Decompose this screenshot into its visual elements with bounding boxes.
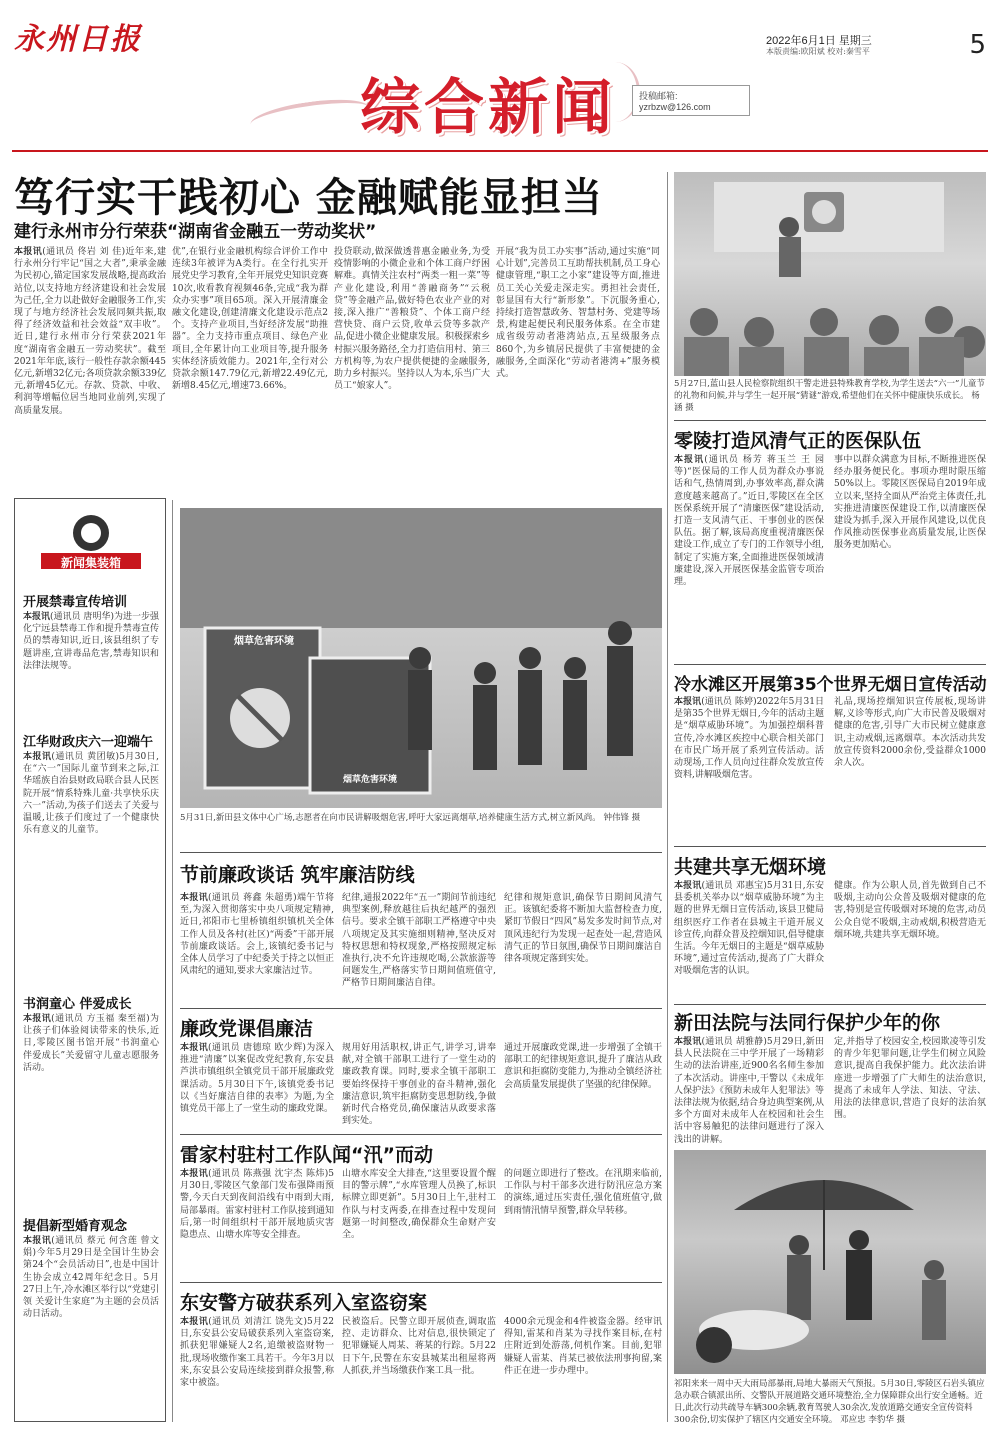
newspaper-logo: 永州日报 bbox=[14, 22, 142, 57]
medical-column-1: 本报讯(通讯员 杨芳 蒋玉兰 王 园等)“医保局的工作人员为群众办事说话和气,热情周到,办事效率高,群众满意度越来越高了。”近日,零陵区在全区医保系统开展了“清廉医保”建设活动,打造一支风清气正、干事创业的医保队伍。据了解,该局高度重视清廉医保建设工作,成立了专门的工作领导小组,制定了实施方案,全面推进医保领域清廉建设,深入开展医保基金监管专项治理。 bbox=[674, 455, 824, 588]
divider bbox=[180, 1008, 662, 1009]
editor-credits: 本版责编:欧阳斌 校对:秦雪平 bbox=[766, 47, 870, 56]
medical-column-2: 事中以群众满意为目标,不断推进医保经办服务便民化。事项办理时限压缩50%以上。零陵区医保局自2019年成立以来,坚持全面从严治党主体责任,扎实推进清廉医保建设工作,以清廉医保建设为抓手,深入开展作风建设,以优良作风推动医保事业高质量发展,让医保服务更加贴心。 bbox=[834, 455, 986, 551]
section-banner bbox=[250, 52, 750, 148]
page-number: 5 bbox=[969, 30, 986, 60]
anti-smoking-event-caption: 5月31日,新田县文体中心广场,志愿者在向市民讲解吸烟危害,呼吁大家远离烟草,培养健康生活方式,树立新风尚。 钟伟锋 摄 bbox=[180, 813, 641, 823]
no-smoke-headline: 共建共享无烟环境 bbox=[674, 856, 827, 878]
integrity-headline: 节前廉政谈话 筑牢廉洁防线 bbox=[180, 864, 415, 886]
burglary-column-1: 本报讯(通讯员 刘清江 饶先文)5月22日,东安县公安局破获系列入室盗窃案,抓获犯罪嫌疑人2名,追缴被盗财物一批,现场收缴作案工具若干。今年3月以来,东安县公安局连续接到群众报警,称家中被盗。 bbox=[180, 1317, 334, 1389]
court-headline: 新田法院与法同行保护少年的你 bbox=[674, 1012, 941, 1034]
sidebar-item-body: 本报讯(通讯员 方玉福 秦至福)为让孩子们体验阅读带来的快乐,近日,零陵区图书馆开展“书润童心 伴爱成长”关爱留守儿童志愿服务活动。 bbox=[23, 1014, 159, 1073]
classroom-scene bbox=[674, 172, 986, 376]
traffic-patrol-caption: 祁阳来来一周中天大雨局部暴雨,局地大暴雨天气预报。5月30日,零陵区石岩头镇应急办联合镇派出所、交警队开展道路交通环境整治,全力保障群众出行安全通畅。近日,此次行动共疏导车辆300余辆,教育驾驶人30余次,发放道路交通安全宣传资料300余份,切实保护了辖区内交通安全环境。 邓应忠 李豹华 摄 bbox=[674, 1379, 985, 1425]
news-container-sidebar bbox=[14, 498, 166, 1422]
sidebar-item-title: 提倡新型婚育观念 bbox=[23, 1219, 128, 1234]
smoke-day-headline: 冷水滩区开展第35个世界无烟日宣传活动 bbox=[674, 675, 987, 695]
school-visit-photo bbox=[674, 172, 986, 376]
lead-column-2: 优”,在银行业金融机构综合评价工作中连续3年被评为A类行。在全行扎实开展党史学习教育,全年开展党史知识竞赛10次,收看教育视频46条,完成“我为群众办实事”项目65项。深入开展清廉金融文化建设,创建清廉文化建设示范点2个。支持产业项目,当好经济发展“助推器”。全力支持市重点项目、绿色产业项目,全年累计向工业项目等,提升服务实体经济质效能力。2021年,全行对公贷款余额147.79亿元,新增22.49亿元,新增8.45亿元,增速73.66%。 bbox=[172, 247, 328, 392]
rainy-street-scene bbox=[674, 1150, 986, 1374]
poster-left-title: 烟草危害环境 bbox=[234, 636, 294, 647]
flood-column-1: 本报讯(通讯员 陈燕强 沈宇杰 陈炜)5月30日,零陵区气象部门发布强降雨预警,今天白天到夜间沿线有中雨到大雨,局部暴雨。雷家村驻村工作队接到通知后,第一时间组织村干部开展地质灾害隐患点、山塘水库等安全排查。 bbox=[180, 1169, 334, 1241]
column-separator bbox=[667, 172, 668, 1422]
poster-right-title: 烟草危害环境 bbox=[342, 775, 397, 785]
smoke-day-column-1: 本报讯(通讯员 陈婷)2022年5月31日是第35个世界无烟日,今年的活动主题是“烟草威胁环境”。为加强控烟科普宣传,冷水滩区疾控中心联合相关部门在市民广场开展了系列宣传活动。活动现场,工作人员向过往群众发放宣传资料,讲解吸烟危害。 bbox=[674, 697, 824, 781]
party-class-column-1: 本报讯(通讯员 唐德琼 欧少辉)为深入推进“清廉”以案促改党纪教育,东安县芦洪市镇组织全镇党员干部开展廉政党课活动。5月30日下午,该镇党委书记以《当好廉洁自律的表率》为题,为全镇党员干部上了一堂生动的廉政党课。 bbox=[180, 1043, 334, 1115]
sidebar-item-title: 书润童心 伴爱成长 bbox=[23, 997, 132, 1012]
divider bbox=[674, 1004, 986, 1005]
smoke-day-column-2: 礼品,现场控烟知识宣传展板,现场讲解,义诊等形式,向广大市民普及吸烟对健康的危害,引导广大市民树立健康意识,主动戒烟,远离烟草。本次活动共发放宣传资料2000余份,受益群众1000余人次。 bbox=[834, 697, 986, 769]
flood-column-3: 的问题立即进行了整改。在汛期来临前,工作队与村干部多次进行防汛应急方案的演练,通过压实责任,强化值班值守,做到雨情汛情早预警,群众早转移。 bbox=[504, 1169, 662, 1216]
court-column-2: 定,并指导了校园安全,校园欺凌等引发的青少年犯罪问题,让学生们树立风险意识,提高自我保护能力。此次法治讲座进一步增强了广大师生的法治意识,提高了未成年人学法、知法、守法、用法的法律意识,营造了良好的法治氛围。 bbox=[834, 1037, 986, 1121]
sidebar-item-body: 本报讯(通讯员 蔡元 何含莲 曾文娟)今年5月29日是全国计生协会第24个“会员活动日”,也是中国计生协会成立42周年纪念日。5月27日上午,冷水滩区举行以“党建引领 关爱计生家庭”为主题的会员活动日活动。 bbox=[23, 1236, 159, 1320]
integrity-column-3: 纪律和规矩意识,确保节日期间风清气正。该镇纪委将不断加大监督检查力度,紧盯节假日“四风”易发多发时间节点,对顶风违纪行为发现一起查处一起,营造风清气正的节日氛围,确保节日期间廉洁自律各项规定落到实处。 bbox=[504, 893, 662, 965]
flood-column-2: 山塘水库安全大排查,“这里要设置个醒目的警示牌”,“水库管理人员换了,标识标牌立即更新”。5月30日上午,驻村工作队与村支两委,在排查过程中发现问题第一时间整改,确保群众生命财产安全。 bbox=[342, 1169, 496, 1241]
integrity-column-1: 本报讯(通讯员 蒋鑫 朱超勇)端午节将至,为深入贯彻落实中央八项规定精神,近日,祁阳市七里桥镇组织镇机关全体工作人员及各村(社区)“两委”干部开展节前廉政谈话。会上,该镇纪委书记与全体人员学习了中纪委关于持之以恒正风肃纪的通知,要求大家廉洁过节。 bbox=[180, 893, 334, 977]
sidebar-item-title: 开展禁毒宣传培训 bbox=[23, 595, 128, 610]
burglary-headline: 东安警方破获系列入室盗窃案 bbox=[180, 1292, 428, 1314]
divider bbox=[674, 664, 986, 665]
divider bbox=[674, 846, 986, 847]
traffic-patrol-photo bbox=[674, 1150, 986, 1374]
integrity-column-2: 纪律,通报2022年“五一”期间节前违纪典型案例,释放越往后执纪越严的强烈信号。要求全镇干部职工严格遵守中央八项规定及其实施细则精神,坚决反对特权思想和特权现象,严格按照规定标准执行,决不允许违规吃喝,公款旅游等问题发生,严格落实节日期间值班值守,严格节日期间廉洁自律。 bbox=[342, 893, 496, 989]
school-visit-caption: 5月27日,蓝山县人民检察院组织干警走进县特殊教育学校,为学生送去“六一”儿童节的礼物和问候,并与学生一起开展“猜谜”游戏,希望他们在关怀中健康快乐成长。 杨涵 摄 bbox=[674, 379, 985, 413]
sidebar-item-body: 本报讯(通讯员 唐明华)为进一步强化宁远县禁毒工作和提升禁毒宣传员的禁毒知识,近日,该县组织了专题讲座,宣讲毒品危害,禁毒知识和法律法规等。 bbox=[23, 612, 159, 671]
anti-smoking-event-photo bbox=[180, 508, 662, 808]
sidebar-item-title: 江华财政庆六一迎端午 bbox=[23, 735, 154, 750]
burglary-column-3: 4000余元现金和4件被盗金器。经审讯得知,雷某和肖某为寻找作案目标,在村庄附近到处游荡,伺机作案。目前,犯罪嫌疑人雷某、肖某已被依法刑事拘留,案件正在进一步办理中。 bbox=[504, 1317, 662, 1376]
no-smoke-column-2: 健康。作为公职人员,首先做到自己不吸烟,主动向公众普及吸烟对健康的危害,特别是宣传吸烟对环境的危害,动员公众自觉不吸烟,主动戒烟,积极营造无烟环境,共建共享无烟环境。 bbox=[834, 881, 986, 940]
divider bbox=[180, 852, 662, 853]
medical-headline: 零陵打造风清气正的医保队伍 bbox=[674, 430, 922, 452]
header-divider bbox=[12, 150, 988, 152]
lead-column-4: 开展“我为员工办实事”活动,通过实施“同心计划”,完善员工互助帮扶机制,员工身心健康管理,“职工之小家”建设等方面,推进员工关心关爱走深走实。勇担社会责任,彰显国有大行“新形象”。下沉服务重心,持续打造智慧政务、智慧村务、党建等场景,构建起便民利民服务体系。在全市建成省级劳动者港湾站点,五星级服务点860个,为乡镇居民提供了丰富便捷的金融服务,全面深化“劳动者港湾+”服务模式。 bbox=[496, 247, 660, 380]
lead-subhead: 建行永州市分行荣获“湖南省金融五一劳动奖状” bbox=[14, 222, 377, 242]
column-separator bbox=[172, 500, 173, 1422]
lead-column-1: 本报讯(通讯员 佟岩 刘 佳)近年来,建行永州分行牢记“国之大者”,秉承金融为民初心,锚定国家发展战略,提高政治站位,以支持地方经济建设和社会发展为己任,全力以赴做好金融服务工作,实现了与地方经济社会发展同频共振,取得了经济效益和社会效益“双丰收”。近日,建行永州市分行荣获2021年度“湖南省金融五一劳动奖状”。截至2021年年底,该行一般性存款余额445亿元,新增32亿元;各项贷款余额339亿元,新增45亿元。存款、贷款、中收、利润等增幅位居当地同业前列,实现了高质量发展。 bbox=[14, 247, 166, 416]
decorative-swoosh bbox=[249, 94, 372, 138]
sidebar-item-body: 本报讯(通讯员 黄团敏)5月30日,在“六一”国际儿童节到来之际,江华瑶族自治县财政局联合县人民医院开展“情系特殊儿童·共享快乐庆六一”活动,为孩子们送去了关爱与温暖,让孩子们度过了一个健康快乐有意义的儿童节。 bbox=[23, 752, 159, 836]
sidebar-title: 新闻集装箱 bbox=[60, 556, 121, 570]
square-scene bbox=[180, 508, 662, 808]
divider bbox=[180, 1134, 662, 1135]
party-class-column-2: 规用好用活职权,讲正气,讲学习,讲奉献,对全镇干部职工进行了一堂生动的廉政教育课。同时,要求全镇干部职工要始终保持干事创业的奋斗精神,强化廉洁意识,筑牢拒腐防变思想防线,争做新时代合格党员,确保廉洁从政要求落到实处。 bbox=[342, 1043, 496, 1127]
flood-headline: 雷家村驻村工作队闻“汛”而动 bbox=[180, 1144, 433, 1166]
lead-column-3: 投贷联动,做深做透普惠金融业务,为受疫情影响的小微企业和个体工商户纾困解难。真情关注农村“两类一粗一菜”等产业化建设,利用“善融商务”“云税贷”等金融产品,做好特色农业产业的对接,深入推广“善粮贷”、个体工商户经营快贷、商户云贷,收单云贷等多款产品,促进小微企业健康发展。积极探索乡村振兴服务路径,全力打造信用村、第三方机构等,为农户提供便捷的金融服务,助力乡村振兴。坚持以人为本,乐当广大员工“娘家人”。 bbox=[334, 247, 490, 392]
lead-headline: 笃行实干践初心 金融赋能显担当 bbox=[14, 175, 603, 221]
no-smoke-column-1: 本报讯(通讯员 邓惠宝)5月31日,东安县委机关举办以“烟草威胁环境”为主题的世界无烟日宣传活动,该县卫健局组织医疗工作者在县城主干道开展义诊宣传,向群众普及控烟知识,倡导健康生活。今年无烟日的主题是“烟草威胁环境”,通过宣传活动,提高了广大群众对吸烟危害的认识。 bbox=[674, 881, 824, 977]
submission-email: 投稿邮箱: yzrbzw@126.com bbox=[632, 85, 750, 116]
section-title: 综合新闻 bbox=[360, 73, 616, 143]
party-class-headline: 廉政党课倡廉洁 bbox=[180, 1018, 314, 1040]
court-column-1: 本报讯(通讯员 胡雅静)5月29日,新田县人民法院在三中学开展了一场精彩生动的法治讲座,近900名名师生参加了本次活动。讲座中,干警以《未成年人保护法》《预防未成年人犯罪法》等法律法规为依据,结合身边典型案例,从多个方面对未成年人在校园和社会生活中容易触犯的法律问题进行了深入浅出的讲解。 bbox=[674, 1037, 824, 1144]
issue-date: 2022年6月1日 星期三 bbox=[766, 35, 872, 47]
divider bbox=[674, 420, 986, 421]
burglary-column-2: 民被盗后。民警立即开展侦查,调取监控、走访群众、比对信息,很快锁定了犯罪嫌疑人周某、蒋某的行踪。5月22日下午,民警在东安县城某出租屋将两人抓获,并当场缴获作案工具一批。 bbox=[342, 1317, 496, 1376]
divider bbox=[180, 1282, 662, 1283]
party-class-column-3: 通过开展廉政党课,进一步增强了全镇干部职工的纪律规矩意识,提升了廉洁从政意识和拒腐防变能力,为推动全镇经济社会高质量发展提供了坚强的纪律保障。 bbox=[504, 1043, 662, 1090]
